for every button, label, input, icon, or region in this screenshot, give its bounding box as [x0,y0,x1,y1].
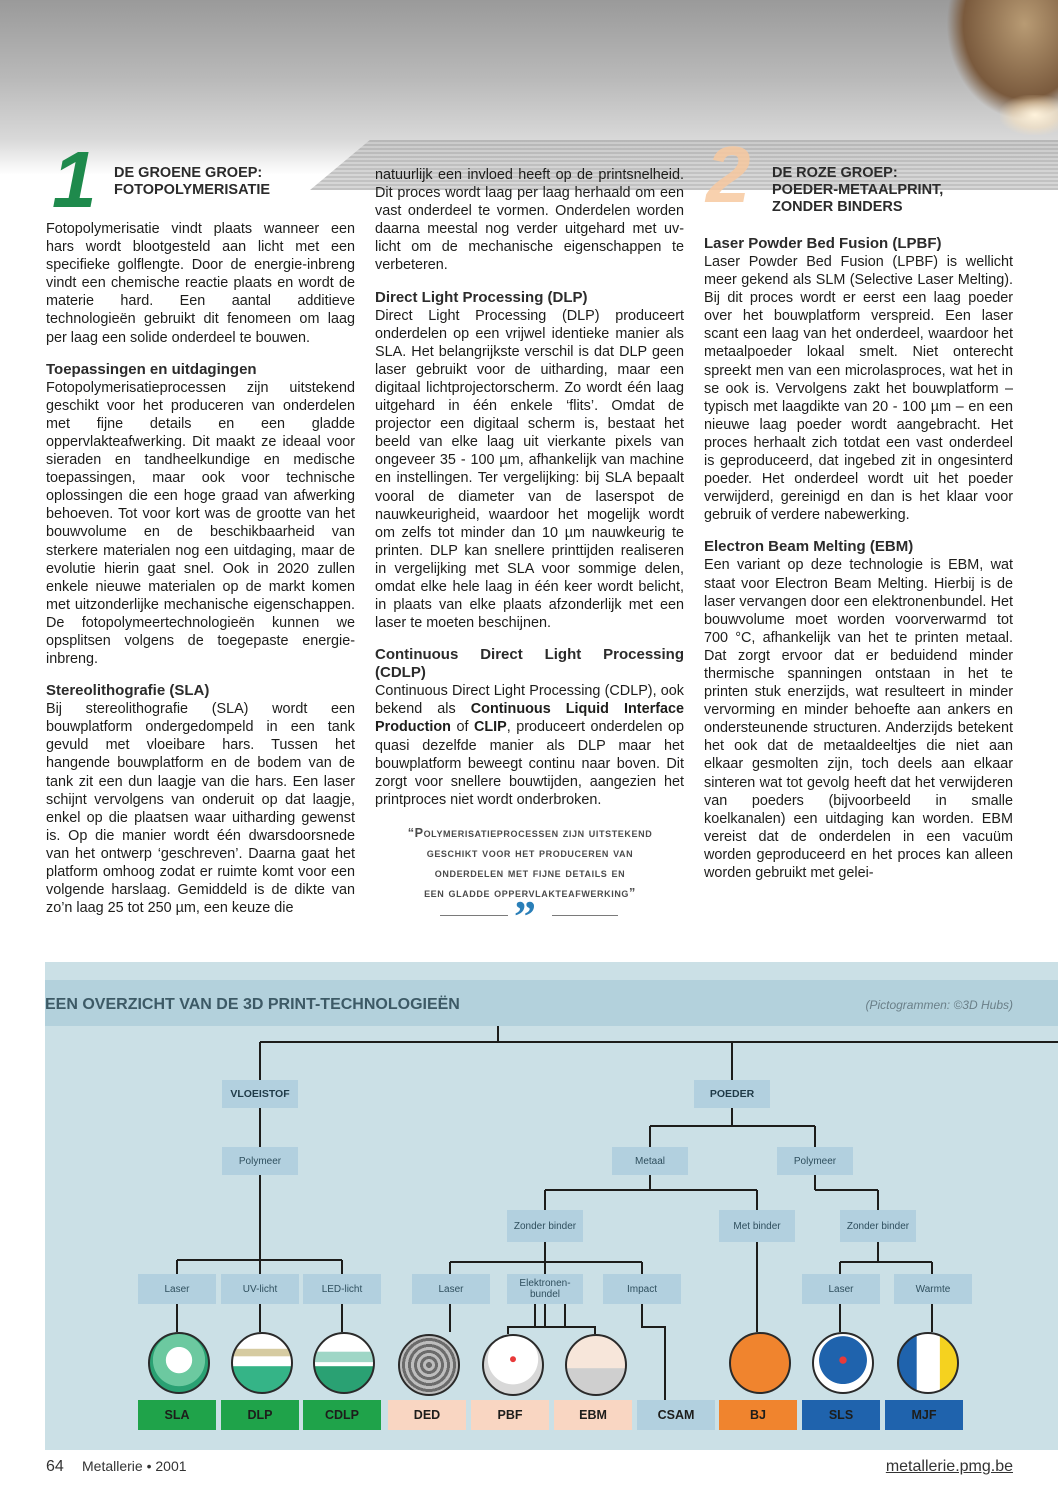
node-uv-licht: UV-licht [221,1274,299,1304]
technology-overview-diagram [45,962,1058,1450]
label-csam: CSAM [637,1400,715,1430]
column-1 [46,220,355,917]
page-number: 64 [46,1458,64,1475]
node-metaal: Metaal [612,1147,688,1175]
diagram-title: EEN OVERZICHT VAN DE 3D PRINT-TECHNOLOGIEËN [45,996,460,1013]
cdlp-icon [313,1332,375,1394]
node-laser-2: Laser [412,1274,490,1304]
node-warmte: Warmte [894,1274,972,1304]
group1-title [114,165,344,199]
label-ebm: EBM [554,1400,632,1430]
bj-icon [729,1332,791,1394]
group2-number: 2 [706,130,751,219]
heading-sla: Stereolithografie (SLA) [46,682,210,700]
label-ded: DED [388,1400,466,1430]
heading-dlp: Direct Light Processing (DLP) [375,288,588,306]
heading-cdlp: Continuous Direct Light Processing (CDLP) [375,646,684,682]
dlp-text: Direct Light Processing (DLP) produceert onderdelen op een vrijwel identieke manier als SLA. Het belangrijkste verschil is dat DLP geen laser gebruikt voor de uitharding, maar een digitaal lichtprojectorscherm. Zo wordt één laag uitgehard in één enkele ‘flits’. Omdat de projector een digitaal scherm is, bestaat het beeld van elke laag uit vierkante pixels van ongeveer 35 - 100 µm, afhankelijk van machine en instellingen. Ter vergelijking: bij SLA bepaalt vooral de diameter van de laserspot de nauwkeurigheid, waardoor het mogelijk wordt om zelfs tot minder dan 10 µm nauwkeurig te printen. DLP kan snellere printtijden realiseren in vergelijking met SLA voor sommige delen, omdat elke hele laag in één keer wordt belicht, in plaats van elke plaats afzonderlijk met een laser te moeten beschijnen. [375,307,684,632]
node-impact: Impact [603,1274,681,1304]
cdlp-text-a: Continuous Direct Light Processing (CDLP), ook bekend als [375,683,684,718]
column-3 [704,221,1013,882]
quote-rule-left [440,915,508,916]
group2-title-line2: POEDER-METAALPRINT, [772,182,944,198]
sla-text: Bij stereolithografie (SLA) wordt een bouwplatform ondergedompeld in een tank gevuld met vloeibare hars. Tussen het hangende bouwplatform en de bodem van de tank zit een dun laagje van die hars. Een laser schijnt vervolgens van onderuit op dat laagje, enkel op die plaatsen waar uitharding gewenst is. Op die manier wordt één dwarsdoorsnede van het ontwerp ‘geschreven’. Daarna gaat het platform omhoog zodat er ruimte komt voor een volgende harslaag. Gemiddeld is de dikte van zo’n laag 25 tot 250 µm, een keuze die [46,701,355,917]
quote-rule-right [552,915,618,916]
cdlp-clip: CLIP [473,719,507,736]
sls-icon [812,1332,874,1394]
dlp-icon [231,1332,293,1394]
magazine-issue: Metallerie • 2001 [82,1458,187,1474]
label-cdlp: CDLP [303,1400,381,1430]
cdlp-clip-long: Continuous Liquid Interface Production [375,701,684,736]
label-mjf: MJF [885,1400,963,1430]
cdlp-text-c: of [450,719,474,736]
group1-title-line1: DE GROENE GROEP: [114,165,263,181]
pull-quote-line4: een gladde oppervlakteafwerking” [424,886,636,900]
node-led-licht: LED-licht [303,1274,381,1304]
group1-number: 1 [52,135,97,224]
node-elektronenbundel: Elektronen-bundel [507,1274,583,1304]
lpbf-text: Laser Powder Bed Fusion (LPBF) is wellicht meer gekend als SLM (Selective Laser Melting). Bij dit proces wordt er eerst een laag poeder over het bouwplatform verspreid. Een laser scant een laag van het onderdeel, waardoor het metaalpoeder lokaal smelt. Niet onterecht spreekt men van een microlasproces, wat het in se ook is. Vervolgens zakt het bouwplatform – typisch met laagdikte van 20 - 100 µm – en een nieuwe laag poeder wordt aangebracht. Het proces herhaalt zich totdat een vast onderdeel is geproduceerd, dat ingebed zit in ongesinterd poeder. Het onderdeel wordt uit het poeder verwijderd, gereinigd en dan is het klaar voor gebruik of verdere nabewerking. [704,254,1013,524]
node-polymeer-left: Polymeer [222,1147,298,1175]
col2-continuation: natuurlijk een invloed heeft op de printsnelheid. Dit proces wordt laag per laag herhaald om een vast onderdeel te vormen. Onderdelen worden daarna meestal nog verder uitgehard met uv-licht om de mechanische eigenschappen te verbeteren. [375,167,684,274]
group1-title-line2: FOTOPOLYMERISATIE [114,182,271,198]
mjf-icon [897,1332,959,1394]
heading-toepassingen: Toepassingen en uitdagingen [46,360,257,378]
group2-title [772,165,1002,216]
heading-lpbf: Laser Powder Bed Fusion (LPBF) [704,235,942,252]
ebm-icon [565,1334,627,1396]
label-pbf: PBF [471,1400,549,1430]
node-poeder: POEDER [694,1080,770,1108]
node-laser-3: Laser [802,1274,880,1304]
laser-glow-image [1000,95,1058,135]
node-met-binder: Met binder [719,1210,795,1242]
heading-ebm: Electron Beam Melting (EBM) [704,538,914,556]
pull-quote-line1: “Polymerisatieprocessen zijn uitstekend [407,826,653,840]
node-polymeer-right: Polymeer [777,1147,853,1175]
label-bj: BJ [719,1400,797,1430]
group2-title-line3: ZONDER BINDERS [772,199,903,215]
pull-quote-line3: onderdelen met fijne details en [434,866,626,880]
quote-mark-icon: ” [514,892,536,941]
diagram-credit: (Pictogrammen: ©3D Hubs) [865,998,1013,1012]
group1-intro: Fotopolymerisatie vindt plaats wanneer een hars wordt blootgesteld aan licht met een specifieke golflengte. Door de energie-inbreng vindt een chemische reactie plaats en wordt de materie hard. Een aantal additieve technologieën gebruikt dit fenomeen om laag per laag een solide onderdeel te bouwen. [46,221,355,346]
website-link[interactable]: metallerie.pmg.be [885,1458,1013,1475]
node-laser-1: Laser [138,1274,216,1304]
ded-icon [398,1334,460,1396]
label-sls: SLS [802,1400,880,1430]
toepassingen-text: Fotopolymerisatieprocessen zijn uitstekend geschikt voor het produceren van onderdelen met fijne details en een gladde oppervlakteafwerking. Dit maakt ze ideaal voor sieraden en tandheelkundige en medische toepassingen, maar ook voor technische oplossingen die een hoge graad van afwerking behoeven. Tot voor kort was de grootte van het bouwvolume en de beschikbaarheid van sterkere materialen nog een uitdaging, maar de evolutie hierin gaat snel. Ook in 2020 zullen enkele nieuwe materialen op de markt komen met uitzonderlijke mechanische eigenschappen. De fotopolymeertechnologieën kunnen we opsplitsen volgens de toegepaste energie-inbreng. [46,379,355,668]
pull-quote [375,823,685,903]
group2-title-line1: DE ROZE GROEP: [772,165,898,181]
label-sla: SLA [138,1400,216,1430]
cdlp-text [375,682,684,809]
sla-icon [148,1332,210,1394]
node-vloeistof: VLOEISTOF [222,1080,298,1108]
pull-quote-line2: geschikt voor het produceren van [426,846,634,860]
label-dlp: DLP [221,1400,299,1430]
node-zonder-binder-2: Zonder binder [840,1210,916,1242]
cdlp-text-e: , produceert onderdelen op quasi dezelfde manier als DLP maar het bouwplatform beweegt continu naar boven. Dit zorgt voor snellere bouwtijden, aangezien het printproces niet wordt onderbroken. [375,719,684,808]
ebm-text: Een variant op deze technologie is EBM, wat staat voor Electron Beam Melting. Hierbij is de laser vervangen door een elektronenbundel. Het bouwvolume moet worden voorverwarmd tot 700 °C, afhankelijk van het te printen metaal. Dat zorgt ervoor dat er beduidend minder thermische spanningen ontstaan in het te printen stuk enerzijds, wat resulteert in minder vervorming en minder behoefte aan ankers en ondersteunende structuren. Anderzijds betekent het ook dat de metaaldeeltjes die niet aan elkaar gesmolten zijn, toch deels aan elkaar sinteren wat tot gevolg heeft dat het verwijderen van poeders (bijvoorbeeld in smalle koelkanalen) een uitdaging kan worden. EBM vereist dat de onderdelen in een vacuüm worden geproduceerd en het proces kan alleen worden gebruikt met gelei- [704,557,1013,881]
column-2 [375,166,684,809]
node-zonder-binder-1: Zonder binder [507,1210,583,1242]
pbf-icon [482,1334,544,1396]
